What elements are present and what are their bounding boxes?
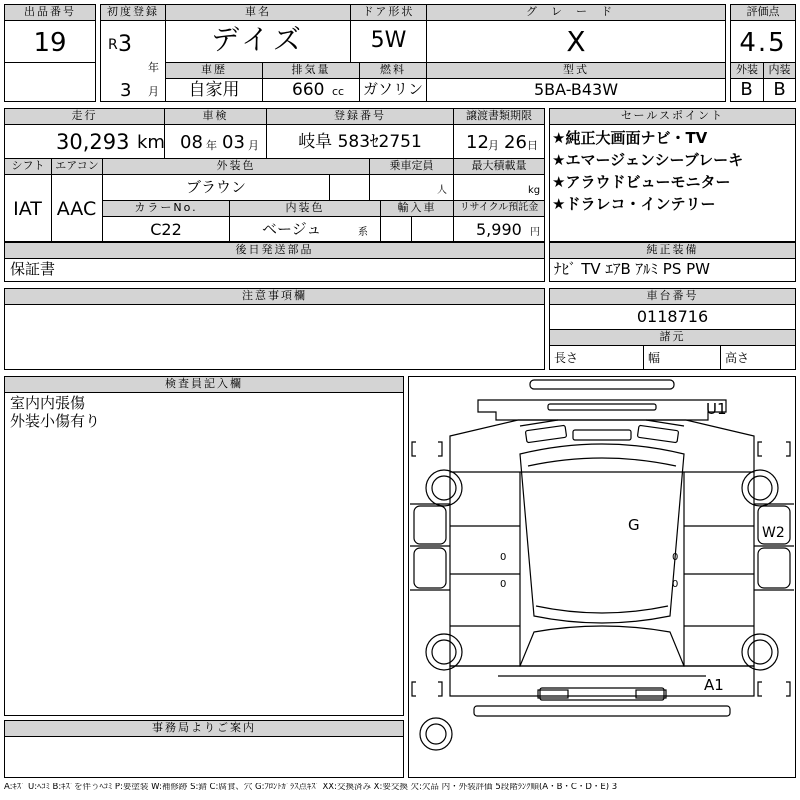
inspection-month: 03 — [222, 132, 245, 153]
mileage: 30,293 — [56, 130, 130, 154]
inspector-label: 検査員記入欄 — [5, 377, 403, 392]
shift-label: シフト — [5, 159, 51, 174]
notes-label: 注意事項欄 — [5, 289, 544, 304]
width-label: 幅 — [648, 351, 661, 365]
interior-label: 内装 — [764, 63, 795, 78]
displacement-label: 排気量 — [263, 63, 359, 78]
year-unit: 年 — [148, 61, 159, 74]
era: R — [108, 37, 118, 53]
office-label: 事務局よりご案内 — [5, 721, 403, 736]
sales-point-1: ★純正大画面ナビ・TV — [552, 129, 708, 147]
chassis-number: 0118716 — [636, 307, 709, 326]
plate-label: 登録番号 — [267, 109, 453, 124]
later-parts: 保証書 — [10, 260, 56, 278]
zero-mark-3: 0 — [672, 552, 679, 563]
int-color: ベージュ — [262, 220, 322, 238]
history: 自家用 — [188, 80, 240, 100]
mark-a1: A1 — [704, 676, 724, 694]
ext-color-label: 外装色 — [103, 159, 369, 174]
month-unit: 月 — [148, 85, 159, 98]
sales-points-label: セールスポイント — [550, 109, 795, 124]
model-label: 型式 — [427, 63, 725, 78]
first-reg-month: 3 — [120, 80, 132, 101]
plate: 岐阜 583ｾ2751 — [298, 132, 422, 152]
capacity-label: 乗車定員 — [370, 159, 453, 174]
fuel-label: 燃料 — [360, 63, 426, 78]
max-load-unit: kg — [528, 185, 541, 196]
inspection-year-unit: 年 — [206, 139, 217, 152]
fuel: ガソリン — [362, 80, 423, 98]
color-no: C22 — [150, 220, 182, 239]
car-name: デイズ — [211, 23, 305, 56]
grade-label: グレード — [427, 5, 725, 20]
mileage-unit: km — [137, 132, 165, 153]
capacity-unit: 人 — [437, 185, 447, 196]
exterior-grade: B — [740, 79, 753, 100]
recycle-unit: 円 — [530, 227, 540, 238]
transfer-day-unit: 日 — [527, 139, 538, 152]
sales-point-2: ★エマージェンシーブレーキ — [552, 151, 744, 169]
mark-u1: U1 — [706, 400, 727, 418]
first-reg-label: 初度登録 — [101, 5, 165, 20]
int-color-unit: 系 — [358, 227, 368, 238]
length-label: 長さ — [554, 351, 579, 365]
color-no-label: カラーNo. — [103, 201, 229, 216]
ac: AAC — [56, 198, 97, 220]
inspection-year: 08 — [180, 132, 203, 153]
model: 5BA-B43W — [533, 80, 619, 99]
int-color-label: 内装色 — [230, 201, 380, 216]
ext-color: ブラウン — [185, 178, 246, 196]
recycle-label: リサイクル預託金 — [454, 201, 544, 216]
history-label: 車歴 — [166, 63, 262, 78]
transfer-label: 譲渡書類期限 — [454, 109, 544, 124]
door-type: 5W — [370, 28, 407, 53]
displacement-unit: cc — [332, 85, 345, 98]
height-label: 高さ — [725, 351, 750, 365]
dims-label: 諸元 — [550, 330, 795, 345]
transfer-month: 12 — [466, 132, 489, 153]
chassis-label: 車台番号 — [550, 289, 795, 304]
score: 4.5 — [739, 28, 787, 58]
sales-point-3: ★アラウドビューモニター — [552, 173, 731, 191]
zero-mark-1: 0 — [500, 552, 507, 563]
mark-g: G — [628, 516, 640, 534]
lot-number: 19 — [33, 28, 67, 58]
lot-label: 出品番号 — [5, 5, 95, 20]
transfer-month-unit: 月 — [488, 139, 499, 152]
genuine-equipment: ﾅﾋﾞ TV ｴｱB ｱﾙﾐ PS PW — [554, 260, 710, 278]
car-diagram — [408, 376, 796, 778]
max-load-label: 最大積載量 — [454, 159, 544, 174]
interior-grade: B — [773, 79, 786, 100]
inspector-line-2: 外装小傷有り — [10, 412, 101, 430]
later-parts-label: 後日発送部品 — [5, 243, 544, 258]
ac-label: エアコン — [52, 159, 102, 174]
displacement: 660 — [292, 80, 325, 100]
grade: X — [566, 25, 586, 58]
car-name-label: 車名 — [166, 5, 350, 20]
legend: A:ｷｽﾞ U:ﾍｺﾐ B:ｷｽﾞを伴うﾍｺﾐ P:要塗装 W:補修跡 S:錆 C:腐食、穴 G:ﾌﾛﾝﾄｶﾞﾗｽ点ｷｽﾞ XX:交換済み X:要交換 欠:欠品 内・外装評価 5段階ﾗﾝｸ順(A・B・C・D・E) 3 — [4, 783, 618, 792]
inspector-line-1: 室内内張傷 — [10, 394, 86, 412]
transfer-day: 26 — [504, 132, 527, 153]
sales-point-4: ★ドラレコ・インテリー — [552, 195, 716, 213]
zero-mark-2: 0 — [500, 579, 507, 590]
inspection-month-unit: 月 — [248, 139, 259, 152]
exterior-label: 外装 — [731, 63, 763, 78]
shift: IAT — [13, 198, 42, 220]
mark-w2: W2 — [762, 525, 785, 541]
score-label: 評価点 — [731, 5, 795, 20]
zero-mark-4: 0 — [672, 579, 679, 590]
mileage-label: 走行 — [5, 109, 164, 124]
recycle: 5,990 — [476, 220, 522, 239]
inspection-label: 車検 — [165, 109, 266, 124]
first-reg-year: 3 — [118, 32, 132, 57]
import-label: 輸入車 — [381, 201, 453, 216]
genuine-label: 純正装備 — [550, 243, 795, 258]
door-label: ドア形状 — [351, 5, 426, 20]
